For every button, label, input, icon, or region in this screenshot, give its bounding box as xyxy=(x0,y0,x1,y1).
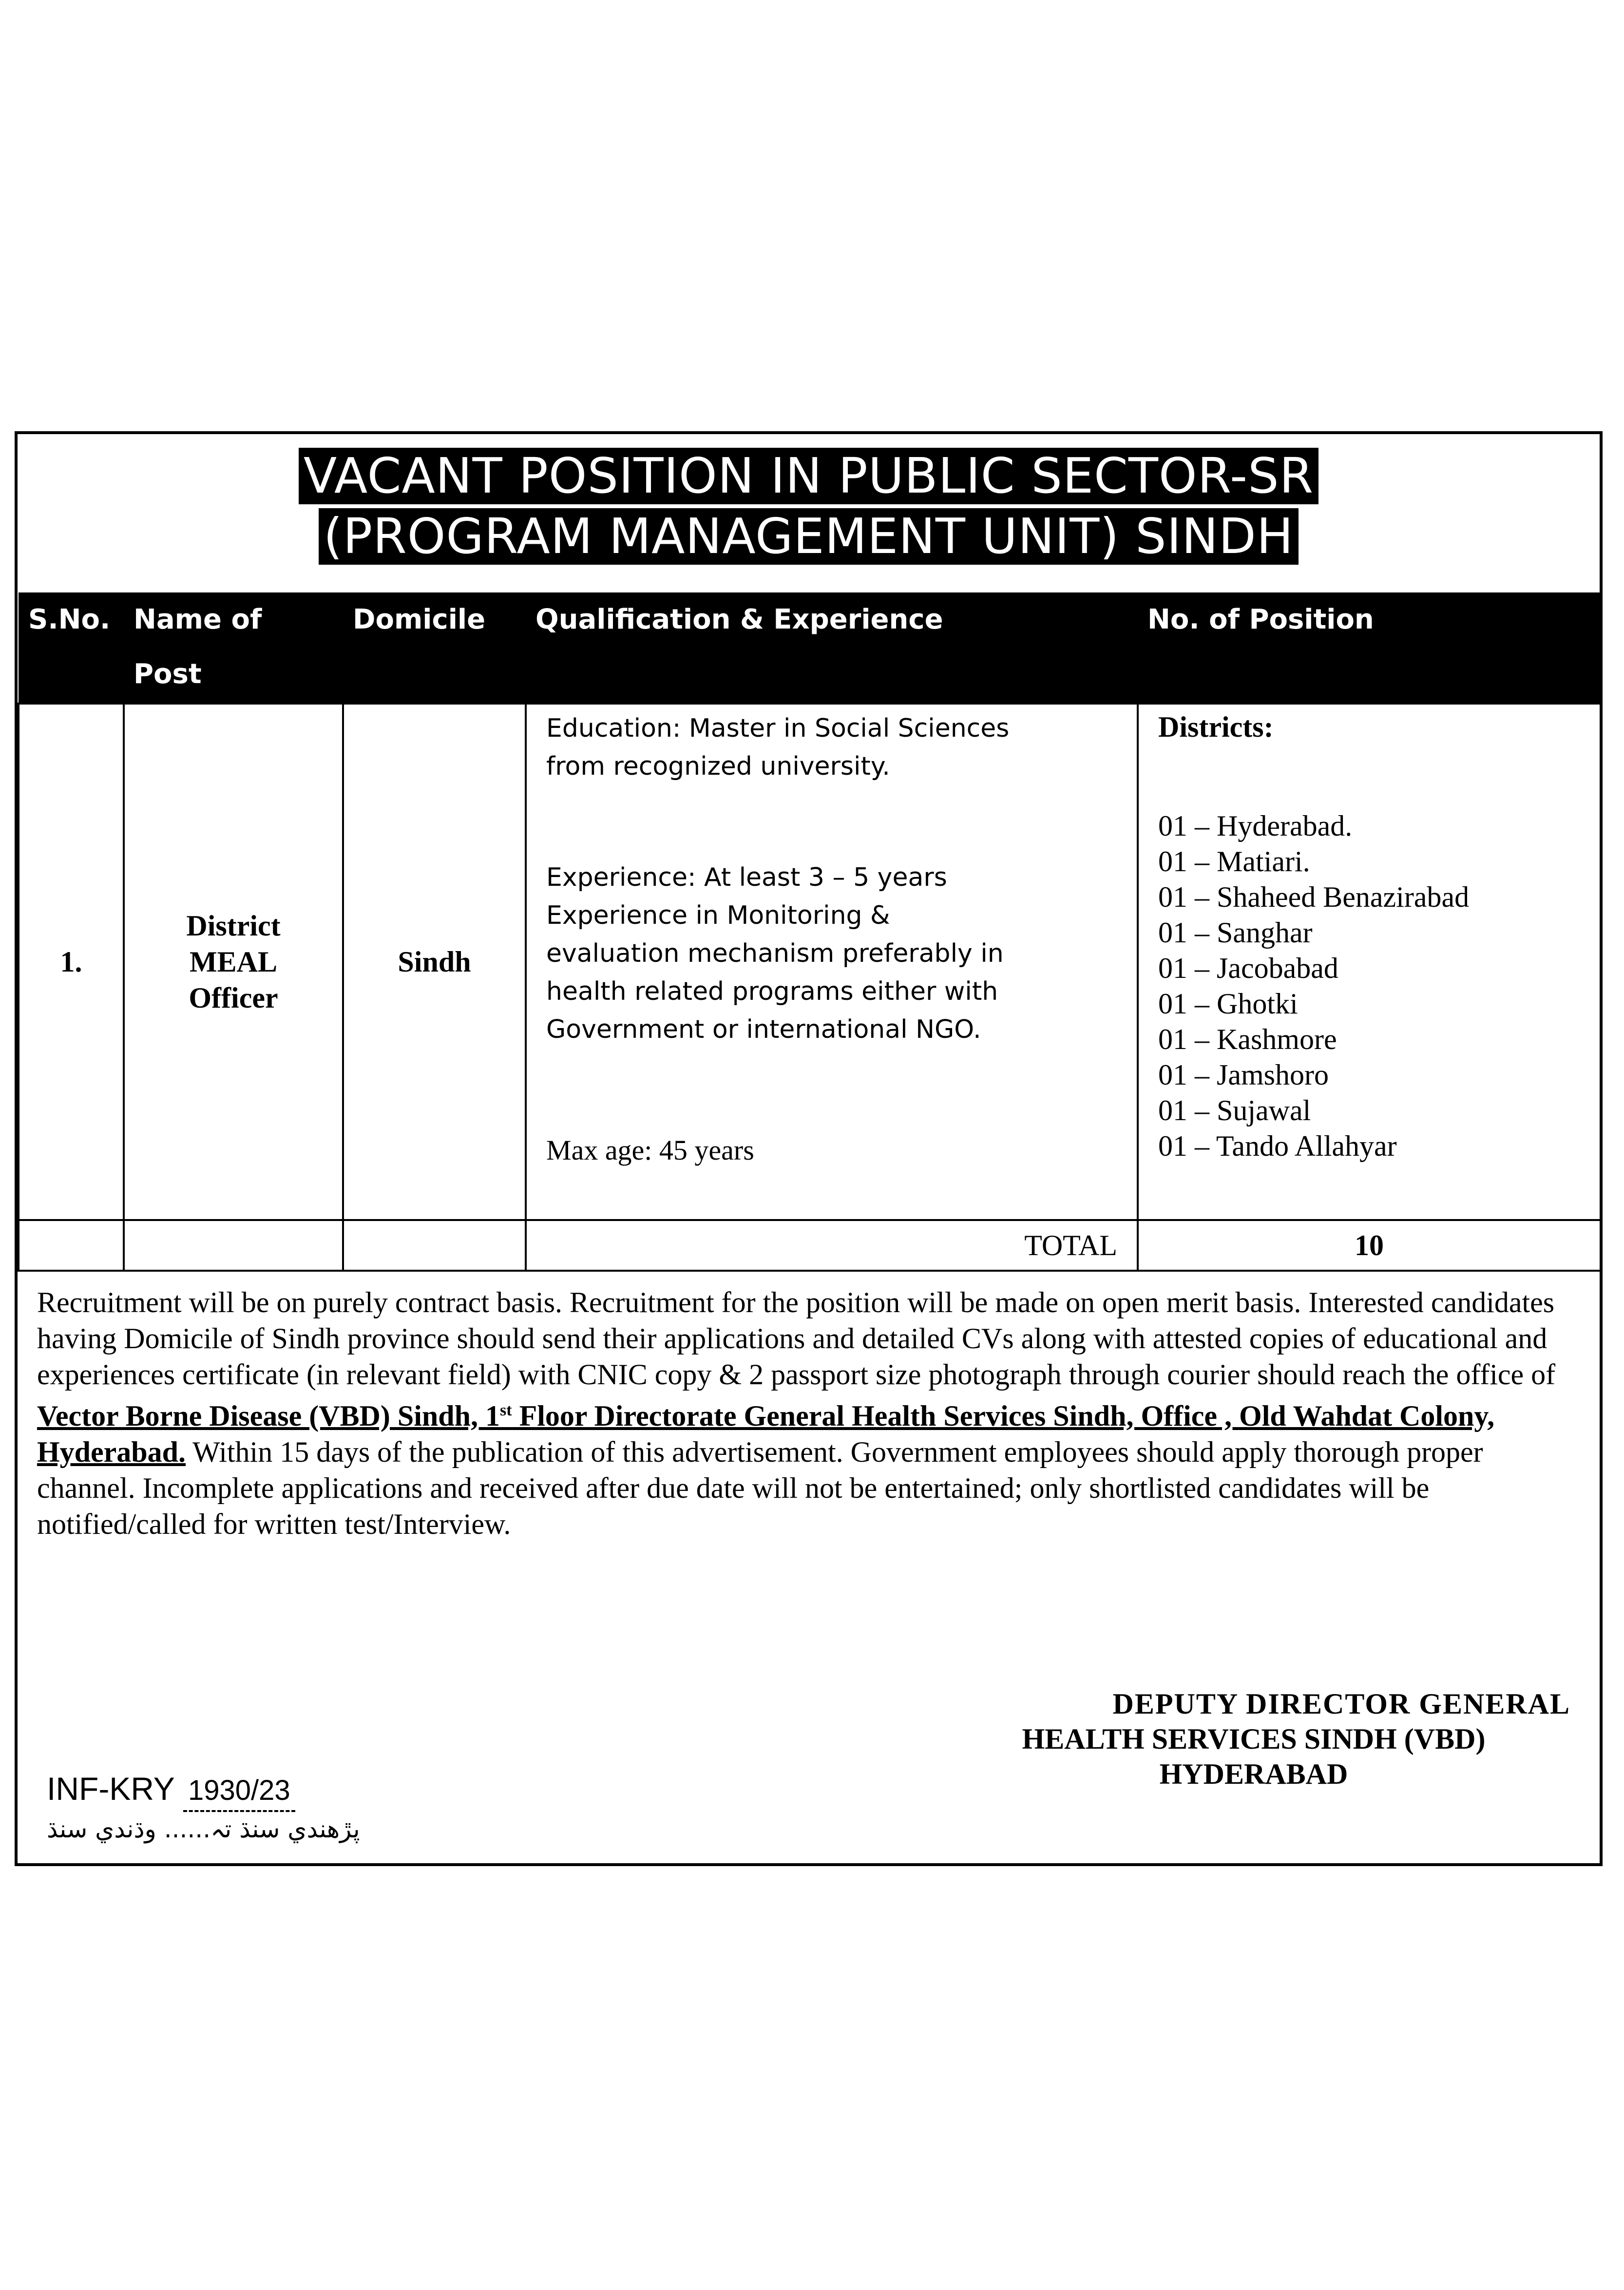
list-item: 01 – Sanghar xyxy=(1158,916,1313,949)
header-sno: S.No. xyxy=(19,592,124,704)
post-line-1: District xyxy=(186,910,281,942)
signature-block xyxy=(937,1686,1570,1792)
title-line-2: (PROGRAM MANAGEMENT UNIT) SINDH xyxy=(319,508,1299,565)
cell-post-name xyxy=(124,704,343,1220)
total-label: TOTAL xyxy=(526,1220,1138,1271)
instructions-part-1: Recruitment will be on purely contract basis. Recruitment for the position will be made on open merit basis. Interested candidates having Domicile of Sindh province should send their applications and detailed CVs along with attested copies of educational and experiences certificate (in relevant field) with CNIC copy & 2 passport size photograph through courier should reach the office of xyxy=(37,1286,1556,1391)
experience-line-3: evaluation mechanism preferably in xyxy=(546,939,1004,968)
cell-domicile: Sindh xyxy=(343,704,526,1220)
total-value: 10 xyxy=(1138,1220,1601,1271)
address-part-a: Vector Borne Disease (VBD) Sindh, 1 xyxy=(37,1400,500,1432)
max-age-text: Max age: 45 years xyxy=(546,1134,754,1166)
address-part-b: Floor Directorate General Health Services Sindh, Office , Old Wahdat Colony, Hyderabad. xyxy=(37,1400,1495,1468)
total-row xyxy=(19,1220,1601,1271)
list-item: 01 – Sujawal xyxy=(1158,1094,1311,1126)
districts-label: Districts: xyxy=(1158,711,1274,743)
cell-sno: 1. xyxy=(19,704,124,1220)
reference-block xyxy=(47,1769,360,1846)
districts-list xyxy=(1158,808,1590,1164)
address-superscript: st xyxy=(500,1401,512,1419)
header-name-of-post xyxy=(124,592,343,704)
experience-line-4: health related programs either with xyxy=(546,977,998,1006)
list-item: 01 – Kashmore xyxy=(1158,1023,1337,1055)
experience-text xyxy=(546,859,1122,1049)
signature-line-3: HYDERABAD xyxy=(1159,1758,1348,1790)
title-line-1: VACANT POSITION IN PUBLIC SECTOR-SR xyxy=(299,448,1318,504)
list-item: 01 – Tando Allahyar xyxy=(1158,1130,1397,1162)
cell-qualification xyxy=(526,704,1138,1220)
list-item: 01 – Jacobabad xyxy=(1158,952,1338,984)
education-line-2: from recognized university. xyxy=(546,752,890,781)
header-name-line-1: Name of xyxy=(134,604,262,635)
signature-line-2: HEALTH SERVICES SINDH (VBD) xyxy=(1022,1723,1486,1755)
list-item: 01 – Shaheed Benazirabad xyxy=(1158,881,1470,913)
education-line-1: Education: Master in Social Sciences xyxy=(546,714,1010,743)
reference-prefix: INF-KRY xyxy=(47,1771,174,1807)
urdu-slogan: پڙهندي سنڌ تہ...... وڌندي سنڌ xyxy=(47,1815,360,1843)
instructions-paragraph xyxy=(37,1284,1570,1542)
education-text xyxy=(546,709,1122,785)
post-line-2: MEAL xyxy=(190,946,277,978)
empty-cell xyxy=(343,1220,526,1271)
header-qualification: Qualification & Experience xyxy=(526,592,1138,704)
advertisement-box xyxy=(15,431,1603,1866)
experience-line-2: Experience in Monitoring & xyxy=(546,901,890,930)
table-header-row xyxy=(19,592,1601,704)
post-line-3: Officer xyxy=(189,982,278,1014)
table-row xyxy=(19,704,1601,1220)
list-item: 01 – Ghotki xyxy=(1158,988,1298,1020)
reference-number: 1930/23 xyxy=(183,1771,295,1812)
list-item: 01 – Hyderabad. xyxy=(1158,810,1353,842)
header-name-line-2: Post xyxy=(134,658,202,690)
empty-cell xyxy=(19,1220,124,1271)
header-positions: No. of Position xyxy=(1138,592,1601,704)
empty-cell xyxy=(124,1220,343,1271)
cell-positions xyxy=(1138,704,1601,1220)
ad-title xyxy=(18,448,1600,569)
experience-line-5: Government or international NGO. xyxy=(546,1015,981,1044)
instructions-part-2: Within 15 days of the publication of this advertisement. Government employees should apply thorough proper channel. Incomplete applications and received after due date will not be entertained; only shortlisted candidates will be notified/called for written test/Interview. xyxy=(37,1436,1483,1540)
positions-table xyxy=(18,592,1602,1272)
signature-line-1: DEPUTY DIRECTOR GENERAL xyxy=(1112,1688,1570,1720)
list-item: 01 – Matiari. xyxy=(1158,845,1310,878)
experience-line-1: Experience: At least 3 – 5 years xyxy=(546,863,947,892)
list-item: 01 – Jamshoro xyxy=(1158,1059,1329,1091)
header-domicile: Domicile xyxy=(343,592,526,704)
